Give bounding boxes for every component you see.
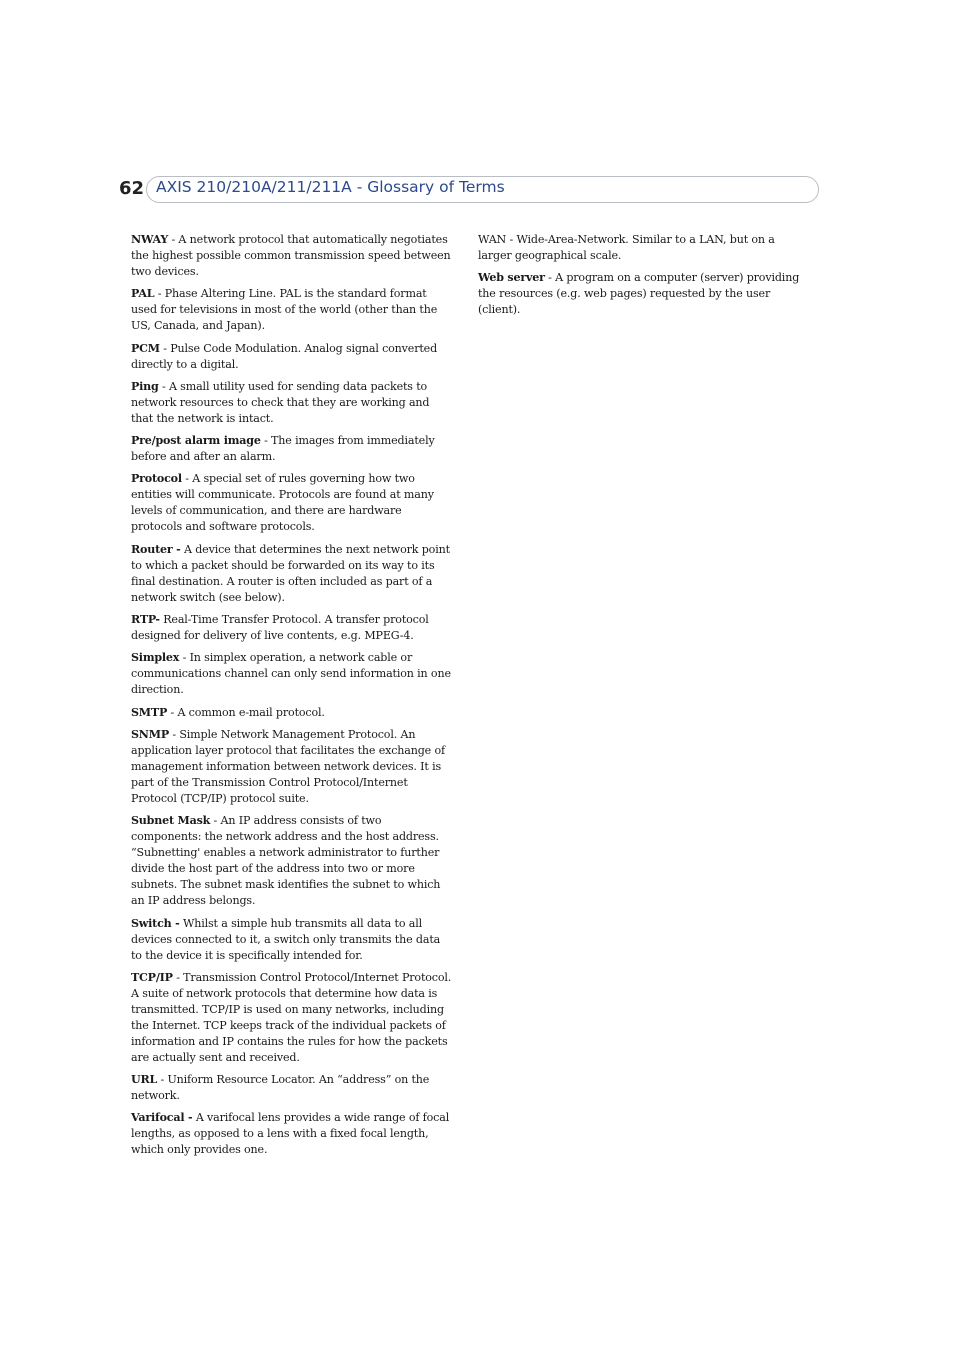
glossary-definition: - A special set of rules governing how two entities will communicate. Protocols are found at many levels of communication, and there are hardware protocols and software protocols.: [131, 472, 434, 534]
glossary-definition: - An IP address consists of two components: the network address and the host address. “Subnetting' enables a network administrator to further divide the host part of the address into two or more subnets. The subnet mask identifies the subnet to which an IP address belongs.: [131, 814, 441, 908]
glossary-term: SMTP: [131, 705, 168, 719]
glossary-term: Varifocal -: [131, 1111, 193, 1125]
glossary-entry-protocol: [131, 471, 454, 535]
glossary-entry-switch: [131, 916, 454, 964]
glossary-entry-tcp-ip: [131, 970, 454, 1066]
glossary-term: Ping: [131, 379, 159, 393]
glossary-left-column: [131, 232, 454, 1165]
glossary-term: NWAY: [131, 233, 169, 246]
glossary-entry-pal: [131, 286, 454, 334]
glossary-definition: - Uniform Resource Locator. An “address” on the network.: [131, 1073, 430, 1103]
glossary-term: Pre/post alarm image: [131, 434, 261, 448]
glossary-entry-subnet-mask: [131, 813, 454, 909]
glossary-entry-nway: [131, 232, 454, 280]
page-number: 62: [119, 178, 145, 199]
glossary-definition: - A network protocol that automatically negotiates the highest possible common transmission speed between two devices.: [131, 233, 451, 278]
glossary-term: Web server: [478, 271, 545, 285]
glossary-entry-ping: [131, 379, 454, 427]
glossary-definition: A device that determines the next network point to which a packet should be forwarded on its way to its final destination. A router is often included as part of a network switch (see below).: [131, 542, 450, 604]
glossary-entry-router: [131, 542, 454, 606]
glossary-definition: - Transmission Control Protocol/Internet Protocol. A suite of network protocols that determine how data is transmitted. TCP/IP is used on many networks, including the Internet. TCP keeps track of the individual packets of information and IP contains the rules for how the packets are actually sent and received.: [131, 970, 452, 1064]
glossary-term: Subnet Mask: [131, 814, 211, 828]
glossary-definition: - The images from immediately before and after an alarm.: [131, 434, 435, 464]
glossary-definition: - Wide-Area-Network. Similar to a LAN, but on a larger geographical scale.: [478, 233, 775, 262]
glossary-entry-snmp: [131, 727, 454, 807]
glossary-term: RTP-: [131, 613, 160, 627]
glossary-term: PAL: [131, 287, 155, 301]
glossary-term: Router -: [131, 542, 181, 556]
glossary-entry-url: [131, 1072, 454, 1104]
glossary-term: TCP/IP: [131, 970, 173, 984]
page-title: AXIS 210/210A/211/211A - Glossary of Terms: [156, 178, 505, 196]
glossary-entry-rtp: [131, 612, 454, 644]
glossary-entry-pre-post-alarm-image: [131, 433, 454, 465]
glossary-definition: - Phase Altering Line. PAL is the standard format used for televisions in most of the world (other than the US, Canada, and Japan).: [131, 287, 438, 333]
glossary-entry-varifocal: [131, 1110, 454, 1158]
glossary-term: Switch -: [131, 916, 180, 930]
glossary-term: URL: [131, 1073, 158, 1087]
glossary-term: PCM: [131, 341, 160, 355]
glossary-definition: Real-Time Transfer Protocol. A transfer protocol designed for delivery of live contents, e.g. MPEG-4.: [131, 613, 429, 643]
glossary-right-column: [478, 232, 804, 325]
glossary-entry-pcm: [131, 341, 454, 373]
glossary-entry-simplex: [131, 650, 454, 698]
glossary-definition: - A small utility used for sending data packets to network resources to check that they are working and that the network is intact.: [131, 379, 430, 425]
glossary-definition: Whilst a simple hub transmits all data to all devices connected to it, a switch only transmits the data to the device it is specifically intended for.: [131, 916, 441, 962]
glossary-term: WAN: [478, 233, 507, 246]
glossary-term: Simplex: [131, 651, 180, 665]
glossary-definition: - In simplex operation, a network cable or communications channel can only send information in one direction.: [131, 651, 451, 697]
glossary-entry-smtp: [131, 705, 454, 721]
glossary-entry-wan: [478, 232, 804, 264]
glossary-definition: - Simple Network Management Protocol. An application layer protocol that facilitates the exchange of management information between network devices. It is part of the Transmission Control Protocol/Internet Protocol (TCP/IP) protocol suite.: [131, 727, 445, 805]
glossary-term: SNMP: [131, 727, 169, 741]
glossary-definition: - A common e-mail protocol.: [167, 705, 325, 719]
glossary-term: Protocol: [131, 472, 182, 486]
glossary-definition: - Pulse Code Modulation. Analog signal converted directly to a digital.: [131, 341, 438, 371]
glossary-definition: - A program on a computer (server) providing the resources (e.g. web pages) requested by the user (client).: [478, 271, 800, 317]
glossary-definition: A varifocal lens provides a wide range of focal lengths, as opposed to a lens with a fixed focal length, which only provides one.: [131, 1111, 450, 1157]
glossary-entry-web-server: [478, 270, 804, 318]
